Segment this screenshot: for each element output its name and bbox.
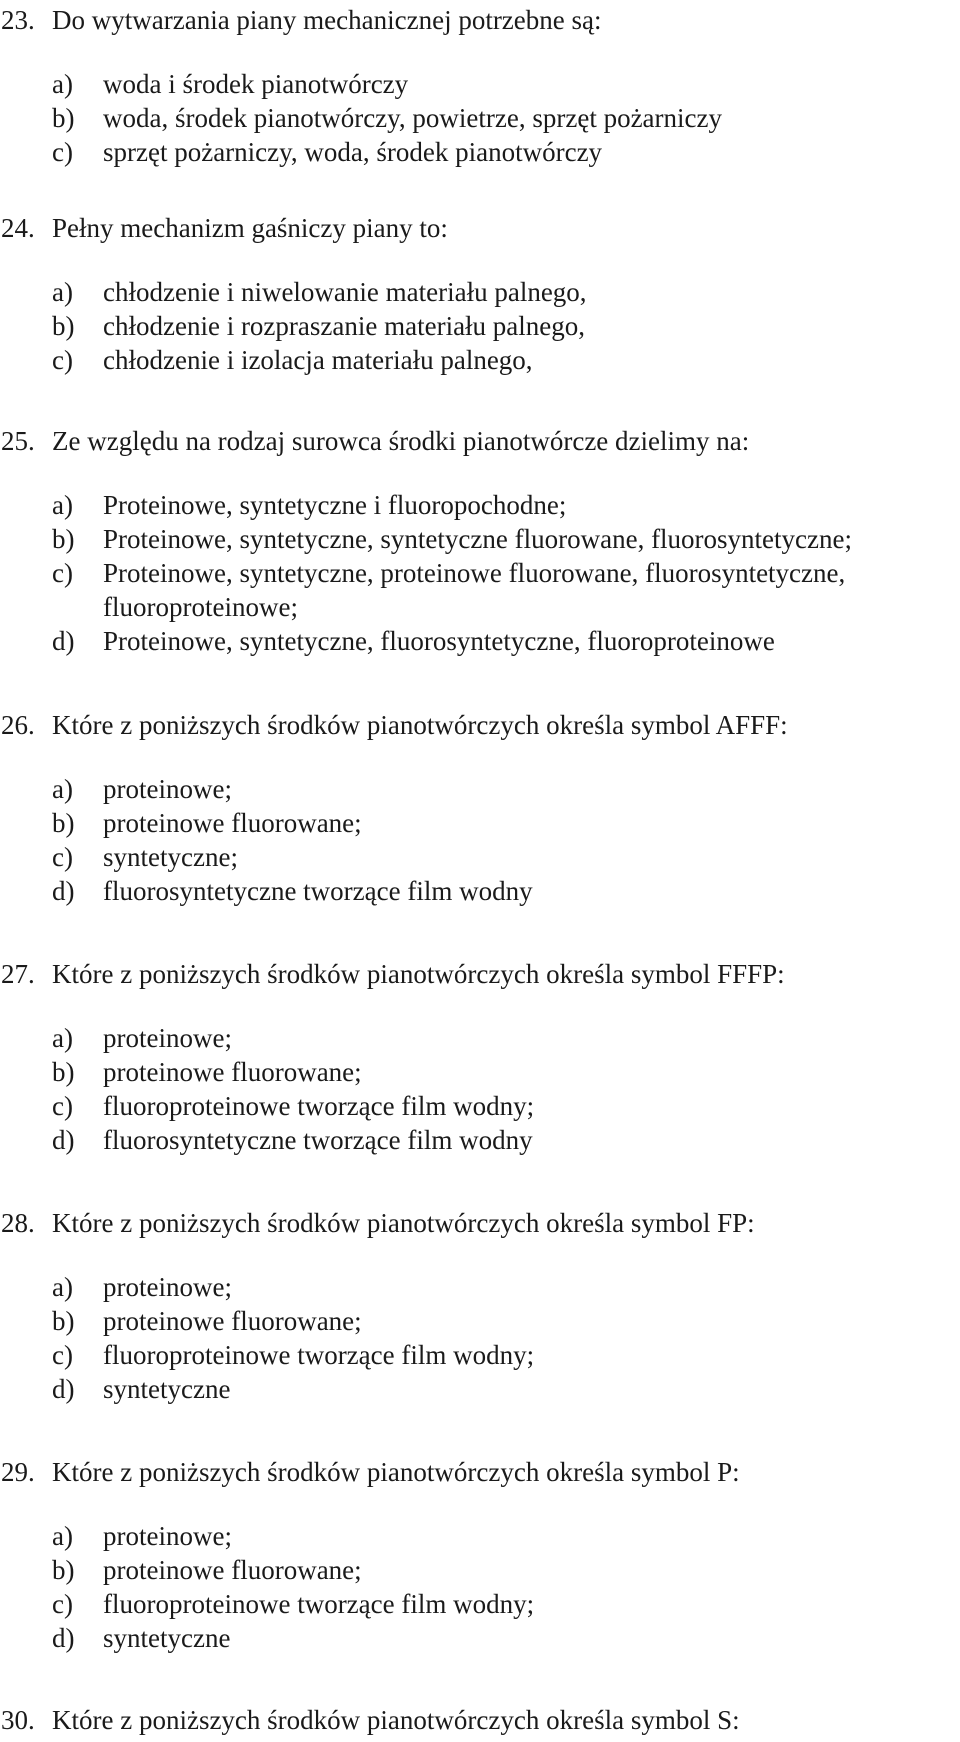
- option-text: chłodzenie i izolacja materiału palnego,: [103, 345, 533, 375]
- question-28: [0, 1206, 960, 1406]
- question-23: [0, 3, 960, 169]
- option-letter: d): [52, 1125, 75, 1155]
- question-number: 27.: [1, 959, 35, 989]
- question-30: [0, 1703, 960, 1737]
- option-text: chłodzenie i niwelowanie materiału palnego,: [103, 277, 587, 307]
- question-text: Które z poniższych środków pianotwórczych określa symbol S:: [52, 1705, 740, 1735]
- option-letter: b): [52, 1306, 75, 1336]
- question-25: [0, 424, 960, 658]
- option-letter: d): [52, 1374, 75, 1404]
- option-text: syntetyczne;: [103, 842, 238, 872]
- answer-option: [0, 309, 960, 343]
- answer-option: [0, 1055, 960, 1089]
- option-letter: b): [52, 524, 75, 554]
- answer-option: [0, 1304, 960, 1338]
- option-text: proteinowe;: [103, 1521, 232, 1551]
- question-text: Które z poniższych środków pianotwórczych określa symbol AFFF:: [52, 710, 788, 740]
- answer-option: [0, 488, 960, 522]
- answer-option: [0, 1621, 960, 1655]
- question-27: [0, 957, 960, 1157]
- option-text: fluoroproteinowe tworzące film wodny;: [103, 1589, 535, 1619]
- answer-option: [0, 101, 960, 135]
- option-letter: a): [52, 774, 73, 804]
- answer-option: [0, 840, 960, 874]
- option-letter: a): [52, 69, 73, 99]
- answer-option: [0, 1270, 960, 1304]
- option-text: woda i środek pianotwórczy: [103, 69, 409, 99]
- answer-option: [0, 874, 960, 908]
- answer-option: [0, 556, 960, 624]
- answer-option: [0, 1372, 960, 1406]
- option-text: chłodzenie i rozpraszanie materiału palnego,: [103, 311, 586, 341]
- answer-option: [0, 1338, 960, 1372]
- option-letter: c): [52, 137, 73, 167]
- question-number: 24.: [1, 213, 35, 243]
- option-letter: d): [52, 1623, 75, 1653]
- answer-option: [0, 1089, 960, 1123]
- option-text: syntetyczne: [103, 1623, 231, 1653]
- answer-option: [0, 135, 960, 169]
- option-text: Proteinowe, syntetyczne, fluorosyntetyczne, fluoroproteinowe: [103, 626, 775, 656]
- question-29: [0, 1455, 960, 1655]
- question-text: Które z poniższych środków pianotwórczych określa symbol FP:: [52, 1208, 755, 1238]
- option-text: fluorosyntetyczne tworzące film wodny: [103, 876, 533, 906]
- answer-option: [0, 275, 960, 309]
- option-text: proteinowe;: [103, 1272, 232, 1302]
- option-letter: c): [52, 842, 73, 872]
- option-letter: a): [52, 1272, 73, 1302]
- question-text: Ze względu na rodzaj surowca środki pianotwórcze dzielimy na:: [52, 426, 750, 456]
- option-letter: c): [52, 1589, 73, 1619]
- question-24: [0, 211, 960, 377]
- question-number: 30.: [1, 1705, 35, 1735]
- question-text: Pełny mechanizm gaśniczy piany to:: [52, 213, 448, 243]
- question-text: Które z poniższych środków pianotwórczych określa symbol P:: [52, 1457, 740, 1487]
- option-text: fluorosyntetyczne tworzące film wodny: [103, 1125, 533, 1155]
- option-letter: b): [52, 103, 75, 133]
- option-text: Proteinowe, syntetyczne, proteinowe fluorowane, fluorosyntetyczne, fluoroproteinowe;: [103, 558, 846, 622]
- option-letter: a): [52, 1521, 73, 1551]
- answer-option: [0, 1021, 960, 1055]
- option-letter: c): [52, 345, 73, 375]
- option-letter: c): [52, 1340, 73, 1370]
- option-text: fluoroproteinowe tworzące film wodny;: [103, 1340, 535, 1370]
- option-text: Proteinowe, syntetyczne i fluoropochodne;: [103, 490, 567, 520]
- answer-option: [0, 1123, 960, 1157]
- option-text: Proteinowe, syntetyczne, syntetyczne fluorowane, fluorosyntetyczne;: [103, 524, 852, 554]
- answer-option: [0, 1519, 960, 1553]
- option-letter: b): [52, 808, 75, 838]
- question-number: 28.: [1, 1208, 35, 1238]
- option-text: syntetyczne: [103, 1374, 231, 1404]
- option-text: proteinowe fluorowane;: [103, 1555, 362, 1585]
- question-number: 29.: [1, 1457, 35, 1487]
- option-text: proteinowe fluorowane;: [103, 1306, 362, 1336]
- question-number: 23.: [1, 5, 35, 35]
- option-text: proteinowe fluorowane;: [103, 808, 362, 838]
- option-letter: a): [52, 277, 73, 307]
- answer-option: [0, 522, 960, 556]
- option-letter: b): [52, 1555, 75, 1585]
- option-letter: b): [52, 1057, 75, 1087]
- option-letter: d): [52, 876, 75, 906]
- question-text: Które z poniższych środków pianotwórczych określa symbol FFFP:: [52, 959, 785, 989]
- question-text: Do wytwarzania piany mechanicznej potrzebne są:: [52, 5, 602, 35]
- option-letter: d): [52, 626, 75, 656]
- option-letter: c): [52, 1091, 73, 1121]
- option-letter: a): [52, 490, 73, 520]
- question-26: [0, 708, 960, 908]
- answer-option: [0, 67, 960, 101]
- answer-option: [0, 1553, 960, 1587]
- answer-option: [0, 343, 960, 377]
- option-text: woda, środek pianotwórczy, powietrze, sprzęt pożarniczy: [103, 103, 722, 133]
- question-number: 25.: [1, 426, 35, 456]
- option-text: proteinowe;: [103, 774, 232, 804]
- option-letter: b): [52, 311, 75, 341]
- answer-option: [0, 772, 960, 806]
- option-letter: a): [52, 1023, 73, 1053]
- option-text: sprzęt pożarniczy, woda, środek pianotwórczy: [103, 137, 603, 167]
- answer-option: [0, 1587, 960, 1621]
- option-text: proteinowe fluorowane;: [103, 1057, 362, 1087]
- answer-option: [0, 806, 960, 840]
- question-number: 26.: [1, 710, 35, 740]
- option-text: proteinowe;: [103, 1023, 232, 1053]
- option-letter: c): [52, 558, 73, 588]
- option-text: fluoroproteinowe tworzące film wodny;: [103, 1091, 535, 1121]
- answer-option: [0, 624, 960, 658]
